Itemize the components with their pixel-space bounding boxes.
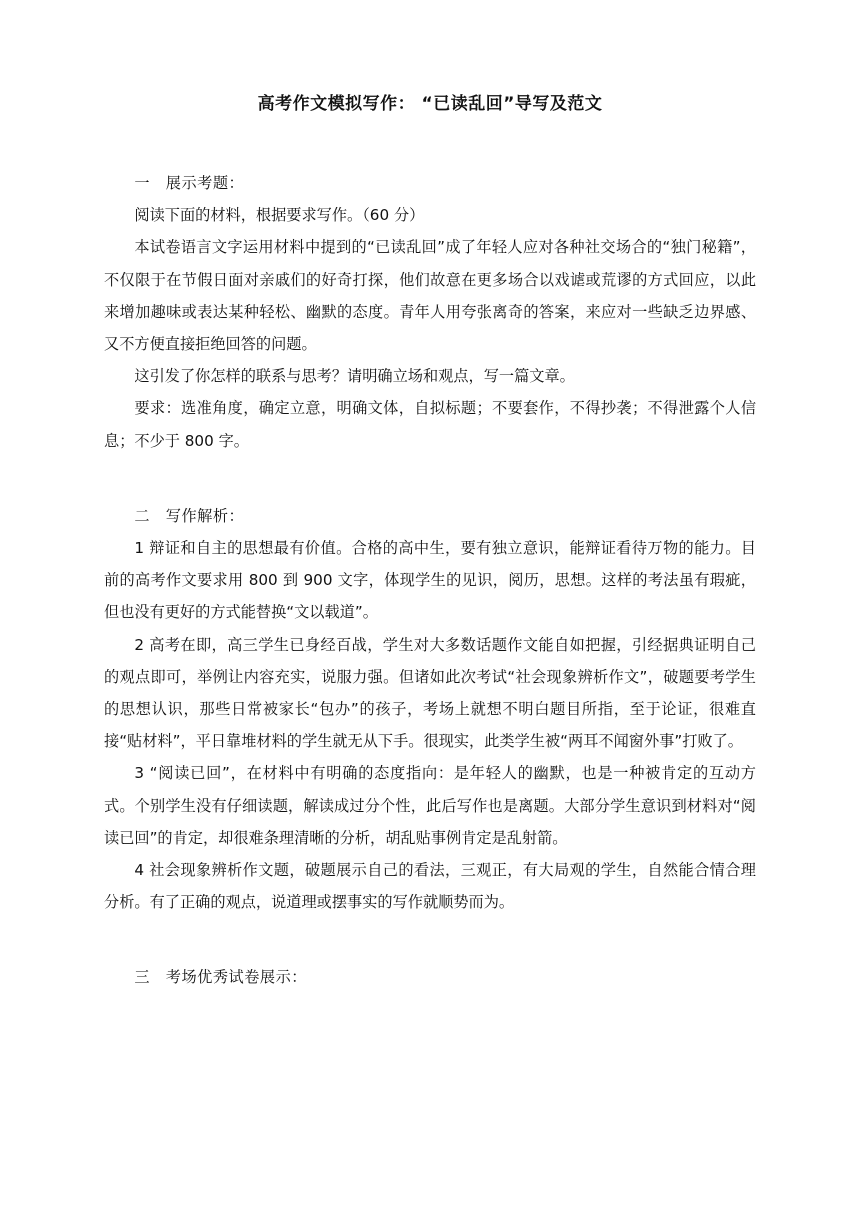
document-title: 高考作文模拟写作： “已读乱回”导写及范文 (257, 94, 603, 114)
section-heading-exam: 一 展示考题： (134, 174, 245, 192)
exam-question: 这引发了你怎样的联系与思考？请明确立场和观点，写一篇文章。 (134, 367, 575, 386)
section-gap (104, 457, 756, 500)
analysis-paragraph-3: 3 “阅读已回”，在材料中有明确的态度指向：是年轻人的幽默，也是一种被肯定的互动方式。个别学生没有仔细读题，解读成过分个性，此后写作也是离题。大部分学生意识到材料对“阅读已回”的肯定，却很难条理清晰的分析，胡乱贴事例肯定是乱射箭。 (104, 764, 756, 847)
exam-material: 本试卷语言文字运用材料中提到的“已读乱回”成了年轻人应对各种社交场合的“独门秘籍”，不仅限于在节假日面对亲戚们的好奇打探，他们故意在更多场合以戏谑或荒谬的方式回应，以此来增加趣味或表达某种轻松、幽默的态度。青年人用夸张离奇的答案，来应对一些缺乏边界感、又不方便直接拒绝回答的问题。 (104, 238, 756, 354)
exam-instruction: 阅读下面的材料，根据要求写作。（60 分） (134, 206, 425, 225)
section-heading-analysis: 二 写作解析： (134, 506, 245, 525)
section-gap (104, 918, 756, 961)
exam-requirements: 要求：选准角度，确定立意，明确文体，自拟标题；不要套作，不得抄袭；不得泄露个人信息；不少于 800 字。 (104, 399, 756, 450)
analysis-paragraph-1: 1 辩证和自主的思想最有价值。合格的高中生，要有独立意识，能辩证看待万物的能力。目前的高考作文要求用 800 到 900 文字，体现学生的见识，阅历，思想。这样的考法虽有瑕疵，但也没有更好的方式能替换“文以载道”。 (104, 539, 756, 622)
analysis-paragraph-2: 2 高考在即，高三学生已身经百战，学生对大多数话题作文能自如把握，引经据典证明自己的观点即可，举例让内容充实，说服力强。但诸如此次考试“社会现象辨析作文”，破题要考学生的思想认识，那些日常被家长“包办”的孩子，考场上就想不明白题目所指，至于论证，很难直接“贴材料”，平日靠堆材料的学生就无从下手。很现实，此类学生被“两耳不闻窗外事”打败了。 (104, 635, 756, 751)
analysis-paragraph-4: 4 社会现象辨析作文题，破题展示自己的看法，三观正，有大局观的学生，自然能合情合理分析。有了正确的观点，说道理或摆事实的写作就顺势而为。 (104, 861, 756, 912)
section-heading-sample: 三 考场优秀试卷展示： (134, 968, 307, 987)
document-body (104, 167, 756, 994)
